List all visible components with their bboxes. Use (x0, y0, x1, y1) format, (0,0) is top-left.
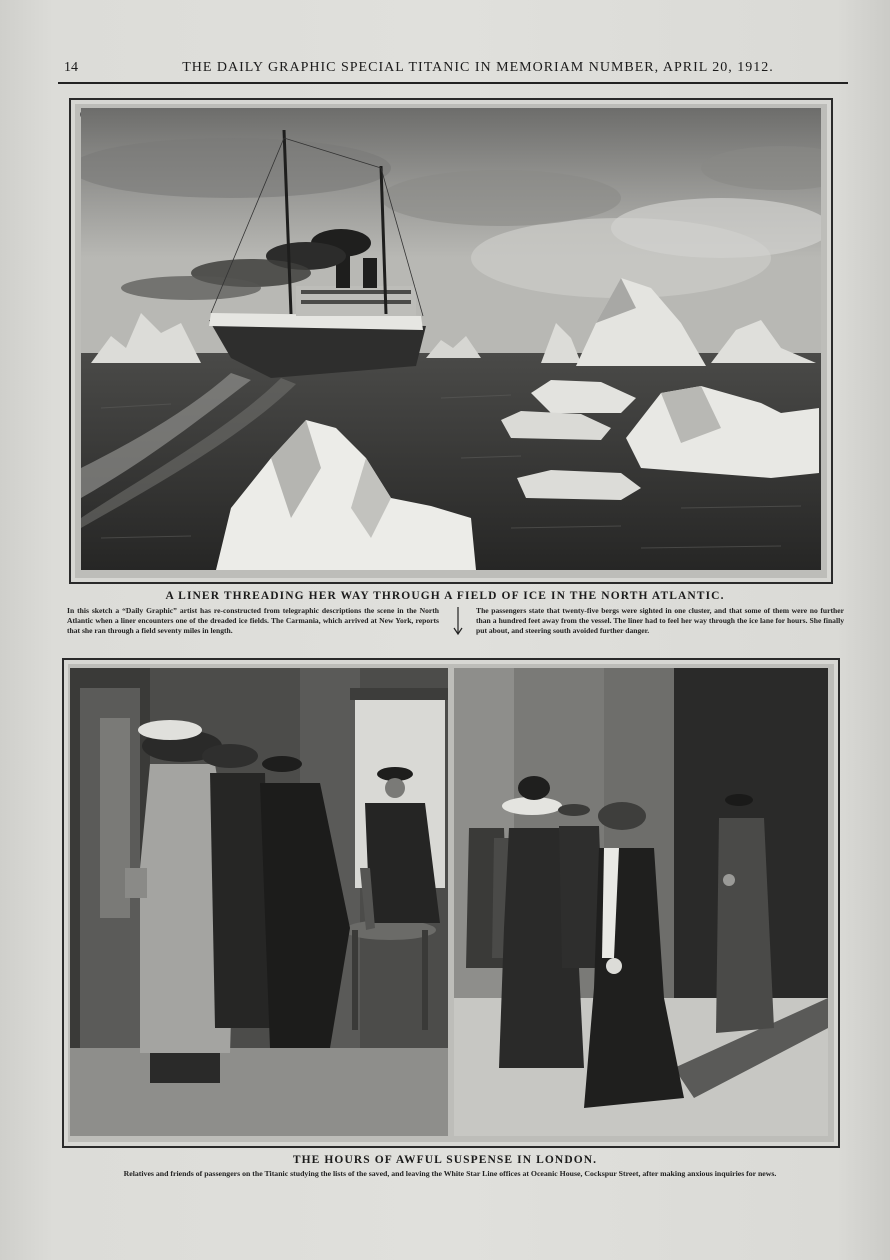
column-divider-icon (451, 606, 465, 636)
street-entrance-photo (454, 668, 828, 1136)
top-illustration-title: A LINER THREADING HER WAY THROUGH A FIELD OF ICE IN THE NORTH ATLANTIC. (165, 590, 725, 602)
bottom-photos-caption: Relatives and friends of passengers on the Titanic studying the lists of the saved, and leaving the White Star Line offices at Oceanic House, Cockspur Street, after making anxious inquiries for news. (123, 1169, 777, 1178)
page-header (58, 58, 848, 84)
top-caption-left: In this sketch a “Daily Graphic” artist has re-constructed from telegraphic descriptions the scene in the North Atlantic when a liner encounters one of the dreaded ice fields. The Carmania, which arrived at New York, reports that she ran through a field seventy miles in length. (67, 606, 439, 635)
liner-ice-field-illustration (81, 108, 821, 570)
top-caption-right: The passengers state that twenty-five bergs were sighted in one cluster, and that some of them were no further than a hundred feet away from the vessel. The liner had to feel her way through the ice lane for hours. She finally put about, and steering south avoided further danger. (476, 606, 844, 635)
bottom-photos-title: THE HOURS OF AWFUL SUSPENSE IN LONDON. (292, 1154, 598, 1166)
page-number: 14 (64, 60, 78, 75)
office-interior-photo (70, 668, 448, 1136)
masthead-title: THE DAILY GRAPHIC SPECIAL TITANIC IN MEMORIAM NUMBER, APRIL 20, 1912. (182, 60, 774, 75)
